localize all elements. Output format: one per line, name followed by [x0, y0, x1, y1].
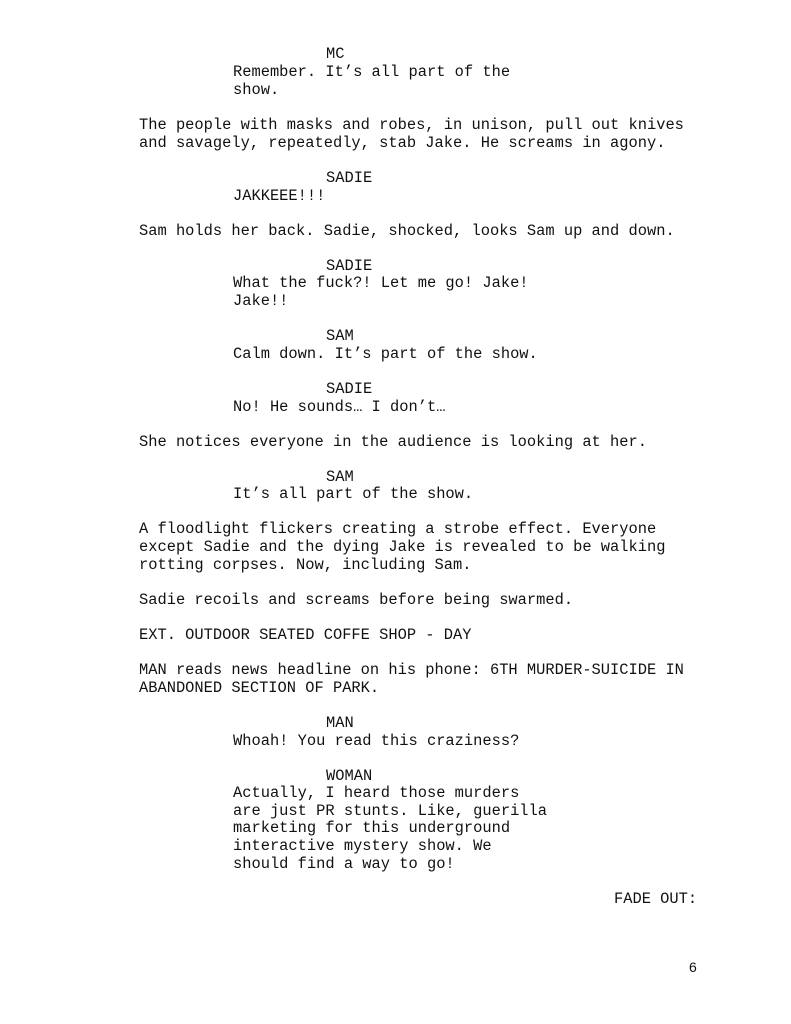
character-name: SADIE — [326, 169, 373, 187]
dialogue-line: JAKKEEE!!! — [233, 187, 326, 205]
character-name: WOMAN — [326, 767, 373, 785]
dialogue-line: It’s all part of the show. — [233, 485, 474, 503]
dialogue-line: Whoah! You read this craziness? — [233, 732, 520, 750]
character-name: MC — [326, 45, 345, 63]
dialogue-line: marketing for this underground — [233, 819, 511, 837]
character-name: SAM — [326, 327, 354, 345]
character-name: MAN — [326, 714, 354, 732]
dialogue-line: Actually, I heard those murders — [233, 784, 520, 802]
dialogue-line: What the fuck?! Let me go! Jake! — [233, 274, 529, 292]
action-line: Sadie recoils and screams before being swarmed. — [139, 591, 574, 609]
action-line: ABANDONED SECTION OF PARK. — [139, 679, 380, 697]
action-line: and savagely, repeatedly, stab Jake. He screams in agony. — [139, 134, 666, 152]
action-line: A floodlight flickers creating a strobe effect. Everyone — [139, 520, 657, 538]
dialogue-line: Calm down. It’s part of the show. — [233, 345, 538, 363]
dialogue-line: show. — [233, 81, 280, 99]
dialogue-line: Jake!! — [233, 292, 289, 310]
character-name: SADIE — [326, 257, 373, 275]
character-name: SADIE — [326, 380, 373, 398]
dialogue-line: No! He sounds… I don’t… — [233, 398, 446, 416]
character-name: SAM — [326, 468, 354, 486]
action-line: rotting corpses. Now, including Sam. — [139, 556, 472, 574]
dialogue-line: are just PR stunts. Like, guerilla — [233, 802, 548, 820]
dialogue-line: Remember. It’s all part of the — [233, 63, 511, 81]
transition: FADE OUT: — [614, 890, 698, 908]
action-line: She notices everyone in the audience is looking at her. — [139, 433, 647, 451]
action-line: except Sadie and the dying Jake is revealed to be walking — [139, 538, 666, 556]
action-line: Sam holds her back. Sadie, shocked, looks Sam up and down. — [139, 222, 675, 240]
dialogue-line: should find a way to go! — [233, 855, 455, 873]
dialogue-line: interactive mystery show. We — [233, 837, 492, 855]
scene-heading: EXT. OUTDOOR SEATED COFFE SHOP - DAY — [139, 626, 472, 644]
page-number: 6 — [689, 959, 697, 975]
action-line: MAN reads news headline on his phone: 6TH MURDER-SUICIDE IN — [139, 661, 684, 679]
action-line: The people with masks and robes, in unison, pull out knives — [139, 116, 684, 134]
